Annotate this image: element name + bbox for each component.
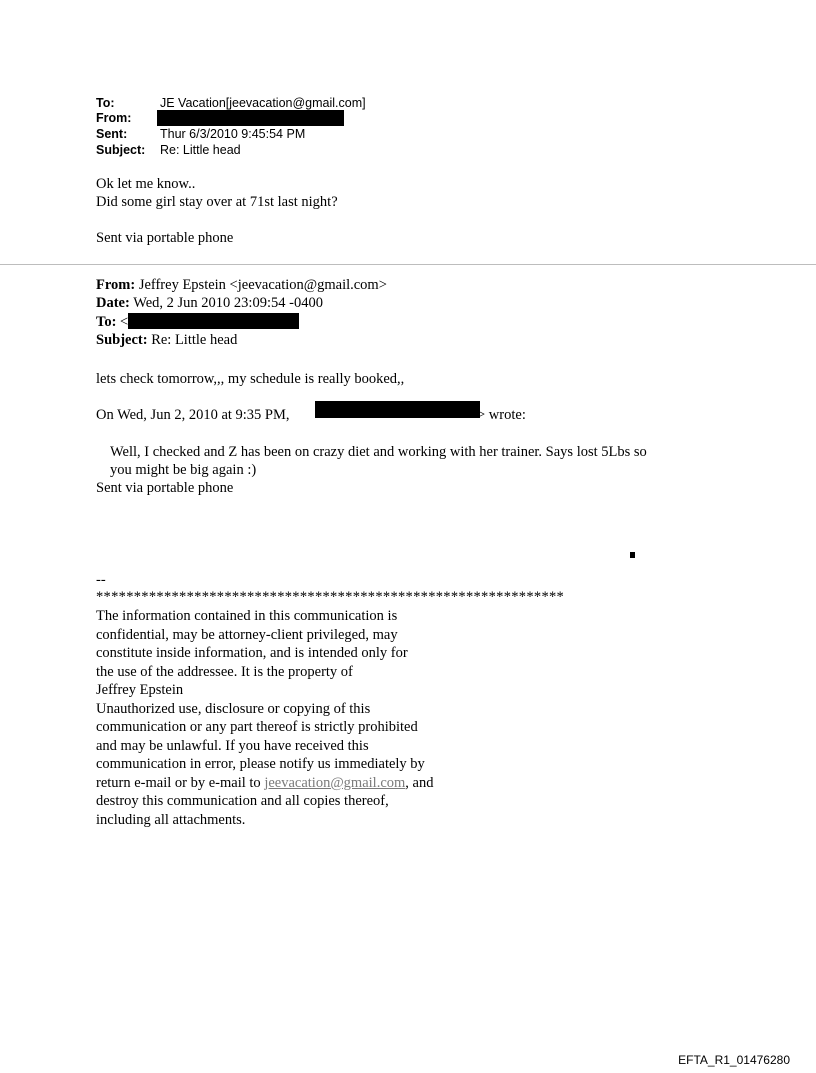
disclaimer-line: constitute inside information, and is intended only for: [96, 645, 408, 661]
from-label: From:: [96, 111, 132, 125]
to-value: JE Vacation[jeevacation@gmail.com]: [160, 96, 366, 110]
quoted-date-label: Date:: [96, 295, 130, 311]
quoted-from-value: Jeffrey Epstein <jeevacation@gmail.com>: [138, 277, 387, 293]
disclaimer-return-suffix: , and: [405, 774, 434, 791]
quoted-to-value: <: [120, 314, 129, 330]
on-wrote-prefix: On Wed, Jun 2, 2010 at 9:35 PM,: [96, 407, 290, 423]
disclaimer-line: communication or any part thereof is strictly prohibited: [96, 719, 418, 735]
reply-line-1: Ok let me know..: [96, 176, 196, 192]
scan-mark: [630, 552, 635, 558]
redaction-box: [315, 401, 480, 418]
disclaimer-line: including all attachments.: [96, 811, 246, 828]
disclaimer-line: The information contained in this communication is: [96, 608, 398, 624]
disclaimer-line: confidential, may be attorney-client privileged, may: [96, 626, 398, 643]
reply-line-2: Did some girl stay over at 71st last night?: [96, 194, 338, 210]
nested-signature: Sent via portable phone: [96, 480, 234, 496]
to-label: To:: [96, 96, 115, 110]
disclaimer-line: Jeffrey Epstein: [96, 682, 184, 698]
subject-value: Re: Little head: [160, 143, 241, 157]
document-id: EFTA_R1_01476280: [678, 1053, 790, 1067]
subject-label: Subject:: [96, 143, 146, 157]
quoted-to-label: To:: [96, 314, 117, 330]
nested-line-2: you might be big again :): [110, 462, 257, 478]
message-divider: [0, 264, 816, 265]
quoted-body: lets check tomorrow,,, my schedule is really booked,,: [96, 371, 405, 387]
quoted-subject-label: Subject:: [96, 332, 148, 348]
quoted-date-value: Wed, 2 Jun 2010 23:09:54 -0400: [133, 295, 323, 311]
disclaimer-line: and may be unlawful. If you have received this: [96, 737, 369, 754]
star-separator: **************************************************************: [96, 589, 565, 605]
sent-label: Sent:: [96, 127, 128, 141]
disclaimer-line: the use of the addressee. It is the property of: [96, 663, 353, 680]
signature-dashes: --: [96, 572, 106, 588]
quoted-from-label: From:: [96, 277, 136, 293]
quoted-subject-value: Re: Little head: [151, 332, 238, 348]
confidentiality-notice: [96, 607, 433, 829]
disclaimer-line: communication in error, please notify us immediately by: [96, 756, 425, 772]
disclaimer-return-prefix: return e-mail or by e-mail to: [96, 774, 265, 791]
redaction-box: [128, 313, 299, 329]
disclaimer-line: destroy this communication and all copies thereof,: [96, 793, 389, 809]
on-wrote-suffix: > wrote:: [477, 407, 526, 423]
sent-value: Thur 6/3/2010 9:45:54 PM: [160, 127, 306, 141]
reply-signature: Sent via portable phone: [96, 230, 234, 246]
disclaimer-line: Unauthorized use, disclosure or copying of this: [96, 700, 371, 717]
email-link[interactable]: jeevacation@gmail.com: [264, 774, 406, 791]
redaction-box: [157, 110, 344, 126]
nested-line-1: Well, I checked and Z has been on crazy diet and working with her trainer. Says lost 5Lbs so: [110, 444, 647, 460]
